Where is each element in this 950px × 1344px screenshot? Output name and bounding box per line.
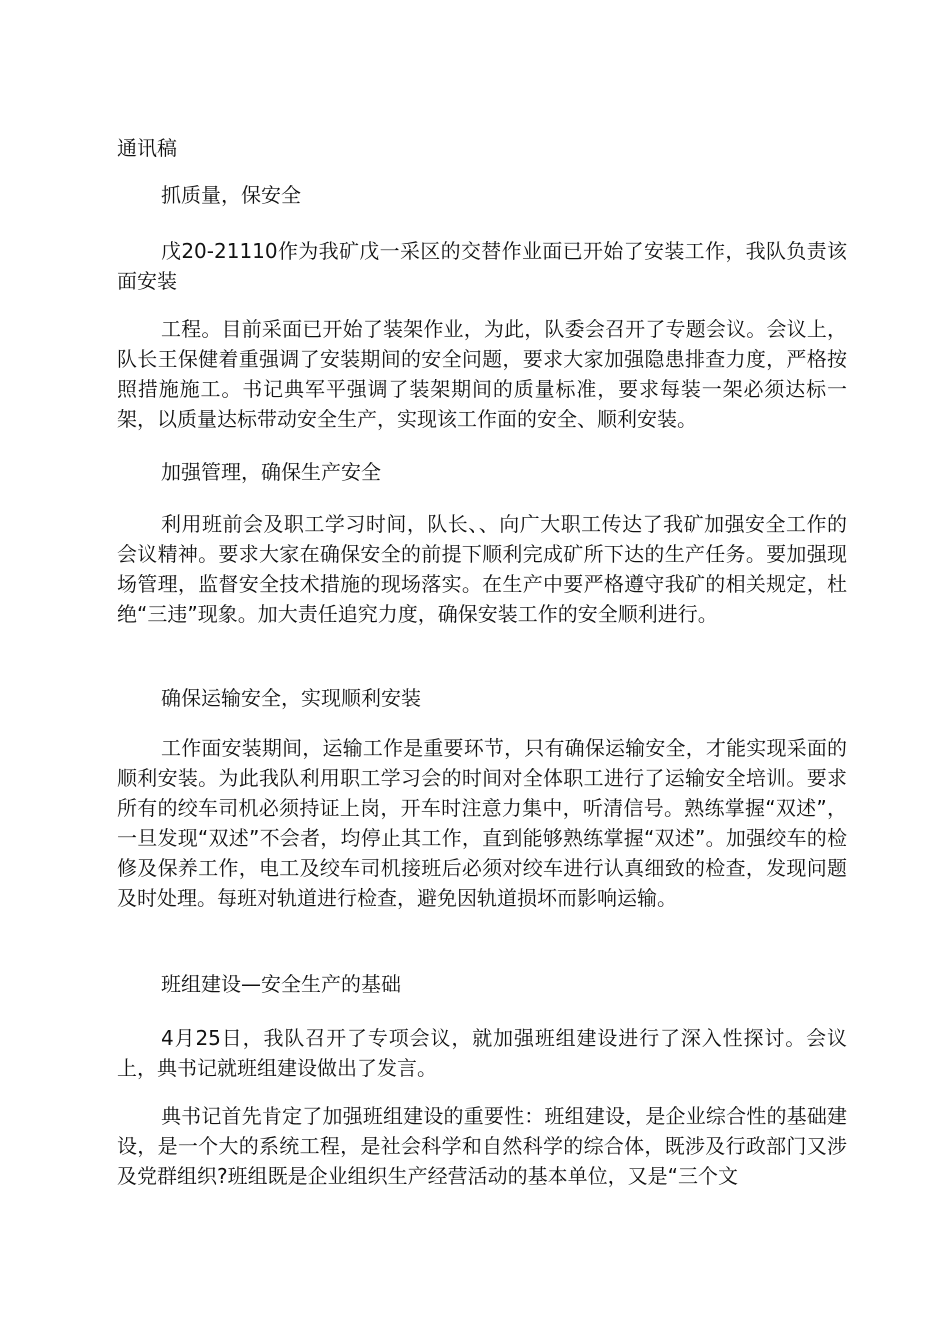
body-paragraph-meeting: 工程。目前采面已开始了装架作业，为此，队委会召开了专题会议。会议上，队长王保健着重强调了安装期间的安全问题，要求大家加强隐患排查力度，严格按照措施施工。书记典军平强调了装架期间的质量标准，要求每装一架必须达标一架，以质量达标带动安全生产，实现该工作面的安全、顺利安装。 (117, 317, 847, 431)
section-heading-transport: 确保运输安全，实现顺利安装 (161, 686, 421, 710)
body-paragraph-management: 利用班前会及职工学习时间，队长、、向广大职工传达了我矿加强安全工作的会议精神。要求大家在确保安全的前提下顺利完成矿所下达的生产任务。要加强现场管理，监督安全技术措施的现场落实。在生产中要严格遵守我矿的相关规定，杜绝“三违”现象。加大责任追究力度，确保安装工作的安全顺利进行。 (117, 512, 847, 626)
body-paragraph-transport: 工作面安装期间，运输工作是重要环节，只有确保运输安全，才能实现采面的顺利安装。为此我队利用职工学习会的时间对全体职工进行了运输安全培训。要求所有的绞车司机必须持证上岗，开车时注意力集中，听清信号。熟练掌握“双述”，一旦发现“双述”不会者，均停止其工作，直到能够熟练掌握“双述”。加强绞车的检修及保养工作，电工及绞车司机接班后必须对绞车进行认真细致的检查，发现问题及时处理。每班对轨道进行检查，避免因轨道损坏而影响运输。 (117, 736, 847, 910)
section-heading-team-building: 班组建设—安全生产的基础 (161, 972, 401, 996)
section-heading-quality-safety: 抓质量，保安全 (161, 183, 301, 207)
section-heading-management: 加强管理，确保生产安全 (161, 460, 381, 484)
document-label: 通讯稿 (117, 136, 177, 160)
body-paragraph-secretary-speech: 典书记首先肯定了加强班组建设的重要性：班组建设，是企业综合性的基础建设，是一个大的系统工程，是社会科学和自然科学的综合体，既涉及行政部门又涉及党群组织?班组既是企业组织生产经营活动的基本单位，又是“三个文 (117, 1104, 847, 1188)
body-paragraph-intro: 戊20-21110作为我矿戊一采区的交替作业面已开始了安装工作，我队负责该面安装 (117, 239, 847, 293)
body-paragraph-team-meeting: 4月25日，我队召开了专项会议，就加强班组建设进行了深入性探讨。会议上，典书记就班组建设做出了发言。 (117, 1026, 847, 1080)
